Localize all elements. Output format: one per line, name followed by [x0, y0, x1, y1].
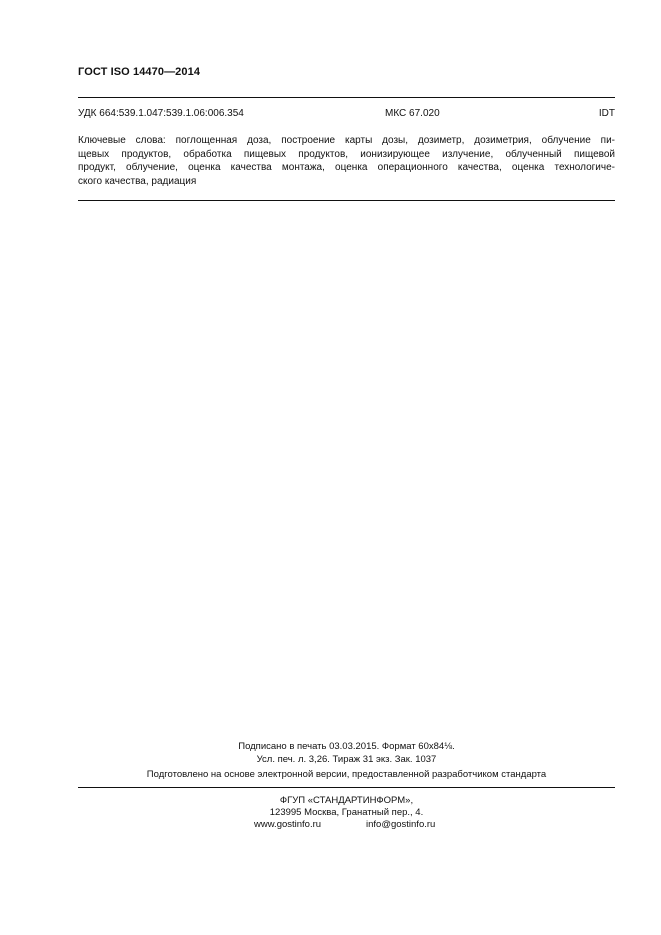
keywords-line: ского качества, радиация: [78, 175, 197, 187]
publisher-email: info@gostinfo.ru: [366, 819, 436, 830]
classification-row: [78, 108, 615, 122]
mks-code: МКС 67.020: [385, 108, 440, 119]
prepared-note: Подготовлено на основе электронной версии, предоставленной разработчиком стандарта: [146, 769, 547, 780]
standard-code: ГОСТ ISO 14470—2014: [78, 66, 201, 78]
keywords-line: Ключевые слова: поглощенная доза, построение карты дозы, дозиметр, дозиметрия, облучение пи-: [78, 135, 615, 146]
keywords-divider: [78, 200, 615, 201]
imprint-print-info: Подписано в печать 03.03.2015. Формат 60x84⅛.: [238, 741, 455, 752]
keywords-paragraph: [78, 134, 615, 188]
publisher-website: www.gostinfo.ru: [254, 819, 322, 830]
top-divider: [78, 97, 615, 98]
publisher-address: 123995 Москва, Гранатный пер., 4.: [269, 807, 424, 818]
imprint-volume-info: Усл. печ. л. 3,26. Тираж 31 экз. Зак. 1037: [256, 754, 437, 765]
publisher-name: ФГУП «СТАНДАРТИНФОРМ»,: [279, 795, 414, 806]
bottom-divider: [78, 787, 615, 788]
udc-code: УДК 664:539.1.047:539.1.06:006.354: [78, 108, 244, 119]
keywords-line: щевых продуктов, обработка пищевых продуктов, ионизирующее излучение, облученный пищевой: [78, 148, 615, 160]
keywords-line: продукт, облучение, оценка качества монтажа, оценка операционного качества, оценка технологиче-: [78, 162, 615, 173]
equivalence-degree: IDT: [598, 108, 615, 119]
